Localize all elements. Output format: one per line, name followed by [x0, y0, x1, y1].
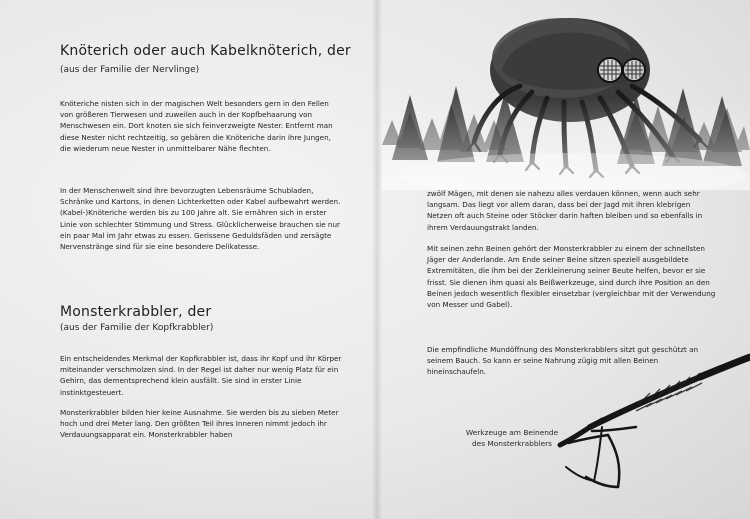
- right-page: [382, 0, 750, 519]
- section-title-monsterkrabbler: Monsterkrabbler, der: [60, 304, 212, 320]
- left-page: [0, 0, 372, 519]
- paragraph: Die empfindliche Mundöffnung des Monsterkrabblers sitzt gut geschützt an seinem Bauch. So kann er seine Nahrung zügig mit allen Beinen hineinschaufeln.: [427, 345, 699, 377]
- caption-line: des Monsterkrabblers: [471, 439, 553, 448]
- paragraph: Mit seinen zehn Beinen gehört der Monsterkrabbler zu einem der schnellsten Jäger der Anderlande. Am Ende seiner Beine sitzen speziell ausgebildete Extremitäten, die ihm bei der Zerkleinerung seiner Beute helfen, bevor er sie frisst. Sie dienen ihm quasi als Beißwerkzeuge, sind durch ihre Position an den Beinen jedoch wesentlich flexibler einsetzbar (vergleichbar mit der Verwendung von Messer und Gabel).: [427, 244, 716, 310]
- paragraph: Knöteriche nisten sich in der magischen Welt besonders gern in den Fellen von größeren Tierwesen und zuweilen auch in der Kopfbehaarung von Menschwesen ein. Dort knoten sie sich feinverzweigte Nester. Entfernt man diese Nester nicht rechtzeitig, so gebären die Knöteriche darin ihre Jungen, die wiederum neue Nester in unmittelbarer Nähe flechten.: [60, 99, 333, 153]
- caption-line: Werkzeuge am Beinende: [465, 428, 559, 437]
- monster-crawler-illustration: [382, 0, 750, 190]
- section-subtitle-monsterkrabbler: (aus der Familie der Kopfkrabbler): [60, 323, 214, 333]
- leg-claw-illustration: [550, 339, 750, 519]
- paragraph: In der Menschenwelt sind ihre bevorzugten Lebensräume Schubladen, Schränke und Kartons, in denen Lichterketten oder Kabel aufbewahrt werden. (Kabel-)Knöteriche werden bis zu 100 Jahre alt. Sie ernähren sich in erster Linie von schlechter Stimmung und Stress. Glücklicherweise brauchen sie nur ein paar Mal im Jahr etwas zu essen. Gerissene Geduldsfäden und zersägte Nervenstränge sind für sie eine besondere Delikatesse.: [60, 186, 341, 252]
- paragraph: Monsterkrabbler bilden hier keine Ausnahme. Sie werden bis zu sieben Meter hoch und drei Meter lang. Den größten Teil ihres Inneren nimmt jedoch ihr Verdauungsapparat ein. Monsterkrabbler haben: [60, 408, 339, 440]
- section-title-knoeterich: Knöterich oder auch Kabelknöterich, der: [60, 43, 351, 59]
- paragraph: zwölf Mägen, mit denen sie nahezu alles verdauen können, wenn auch sehr langsam. Das liegt vor allem daran, dass bei der Jagd mit ihren klebrigen Netzen oft auch Steine oder Stöcker darin haften bleiben und so ebenfalls in ihrem Verdauungstrakt landen.: [427, 189, 703, 232]
- section-subtitle-knoeterich: (aus der Familie der Nervlinge): [60, 65, 200, 75]
- page-fold: [372, 0, 382, 519]
- paragraph: Ein entscheidendes Merkmal der Kopfkrabbler ist, dass ihr Kopf und ihr Körper miteinander verschmolzen sind. In der Regel ist daher nur wenig Platz für ein Gehirn, das dementsprechend klein ausfällt. Sie sind in erster Linie instinktgesteuert.: [60, 354, 342, 397]
